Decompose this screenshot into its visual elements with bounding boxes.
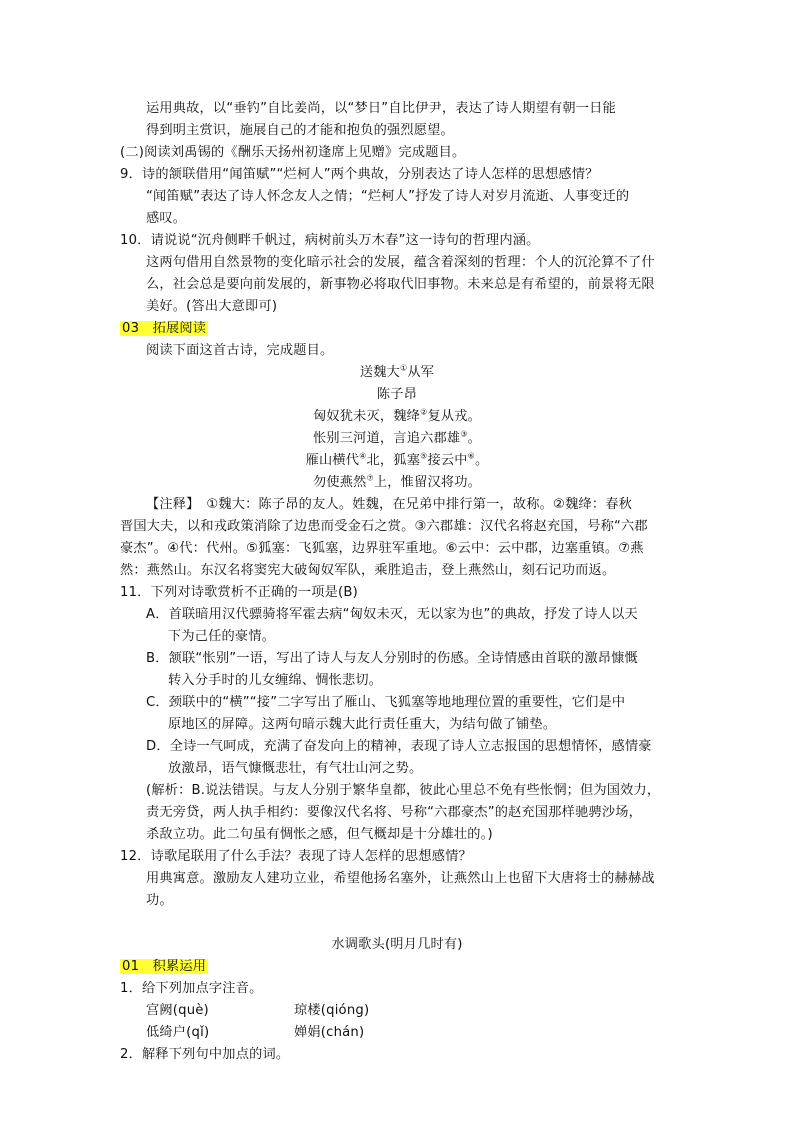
option-d: 放激昂，语气慷慨悲壮，有气壮山河之势。	[168, 761, 423, 776]
answer-10-line: 么，社会总是要向前发展的，新事物必将取代旧事物。未来总是有希望的，前景将无限	[146, 277, 655, 292]
annotation-line: 豪杰”。④代：代州。⑤狐塞：飞狐塞，边界驻军重地。⑥云中：云中郡，边塞重镇。⑦燕	[120, 541, 644, 556]
option-a: 下为己任的豪情。	[168, 629, 276, 644]
option-c: 原地区的屏障。这两句暗示魏大此行责任重大，为结句做了铺垫。	[168, 717, 557, 732]
poem-line: 勿使燕然⑦上，惟留汉将功。	[312, 473, 482, 490]
poem-line: 雁山横代④北，狐塞⑤接云中⑥。	[305, 451, 489, 468]
section-badge: 03 拓展阅读	[122, 321, 207, 336]
answer-line: 得到明主赏识，施展自己的才能和抱负的强烈愿望。	[146, 123, 454, 138]
analysis-line: (解析：B.说法错误。与友人分别于繁华皇都，彼此心里总不免有些怅惘；但为国效力，	[146, 783, 661, 798]
section-badge: 01 积累运用	[122, 959, 207, 974]
pinyin-item: 宫阙(què)	[146, 1003, 209, 1018]
question-11: 11．下列对诗歌赏析不正确的一项是(B)	[120, 585, 358, 600]
instruction: 阅读下面这首古诗，完成题目。	[146, 343, 334, 358]
poem-line: 匈奴犹未灭，魏绛②复从戎。	[312, 407, 482, 424]
answer-10-line: 美好。(答出大意即可)	[146, 299, 278, 314]
option-b: 转入分手时的儿女缠绵、惆怅悲切。	[168, 673, 383, 688]
lesson-title: 水调歌头(明月几时有)	[331, 937, 463, 952]
answer-9-line: “闻笛赋”表达了诗人怀念友人之情；“烂柯人”抒发了诗人对岁月流逝、人事变迁的	[146, 189, 630, 204]
poem-author: 陈子昂	[376, 387, 418, 402]
annotation-line: 晋国大夫，以和戎政策消除了边患而受金石之赏。③六郡雄：汉代名将赵充国，号称“六郡	[120, 519, 648, 534]
answer-10-line: 这两句借用自然景物的变化暗示社会的发展，蕴含着深刻的哲理：个人的沉沦算不了什	[146, 255, 655, 270]
annotation-line: 【注释】 ①魏大：陈子昂的友人。姓魏，在兄弟中排行第一，故称。②魏绛：春秋	[146, 497, 633, 512]
option-d: D．全诗一气呵成，充满了奋发向上的精神，表现了诗人立志报国的思想情怀，感情豪	[146, 739, 652, 754]
pinyin-item: 低绮户(qǐ)	[146, 1025, 210, 1040]
annotation-line: 然：燕然山。东汉名将窦宪大破匈奴军队，乘胜追击，登上燕然山，刻石记功而返。	[120, 563, 616, 578]
question-10: 10．请说说“沉舟侧畔千帆过，病树前头万木春”这一诗句的哲理内涵。	[120, 233, 540, 248]
answer-line: 运用典故，以“垂钓”自比姜尚，以“梦日”自比伊尹，表达了诗人期望有朝一日能	[146, 101, 616, 116]
question-1: 1．给下列加点字注音。	[120, 981, 263, 996]
question-9: 9．诗的颔联借用“闻笛赋”“烂柯人”两个典故，分别表达了诗人怎样的思想感情？	[120, 167, 599, 182]
answer-12-line: 功。	[146, 893, 173, 908]
pinyin-item: 琼楼(qióng)	[294, 1003, 370, 1018]
option-a: A．首联暗用汉代骠骑将军霍去病“匈奴未灭，无以家为也”的典故，抒发了诗人以天	[146, 607, 638, 622]
poem-title: 送魏大①从军	[359, 363, 435, 380]
answer-9-line: 感叹。	[146, 211, 187, 226]
question-12: 12．诗歌尾联用了什么手法？表现了诗人怎样的思想感情？	[120, 849, 472, 864]
pinyin-item: 婵娟(chán)	[294, 1025, 365, 1040]
option-c: C．颈联中的“横”“接”二字写出了雁山、飞狐塞等地地理位置的重要性，它们是中	[146, 695, 626, 710]
analysis-line: 责无旁贷，两人执手相约：要像汉代名将、号称“六郡豪杰”的赵充国那样驰骋沙场，	[146, 805, 643, 820]
section-heading: (二)阅读刘禹锡的《酬乐天扬州初逢席上见赠》完成题目。	[120, 145, 466, 160]
poem-line: 怅别三河道，言追六郡雄③。	[312, 429, 482, 446]
question-2: 2．解释下列句中加点的词。	[120, 1047, 290, 1062]
answer-12-line: 用典寓意。激励友人建功立业，希望他扬名塞外，让燕然山上也留下大唐将士的赫赫战	[146, 871, 655, 886]
option-b: B．颔联“怅别”一语，写出了诗人与友人分别时的伤感。全诗情感由首联的激昂慷慨	[146, 651, 638, 666]
analysis-line: 杀敌立功。此二句虽有惆怅之感，但气概却是十分雄壮的。)	[146, 827, 493, 842]
